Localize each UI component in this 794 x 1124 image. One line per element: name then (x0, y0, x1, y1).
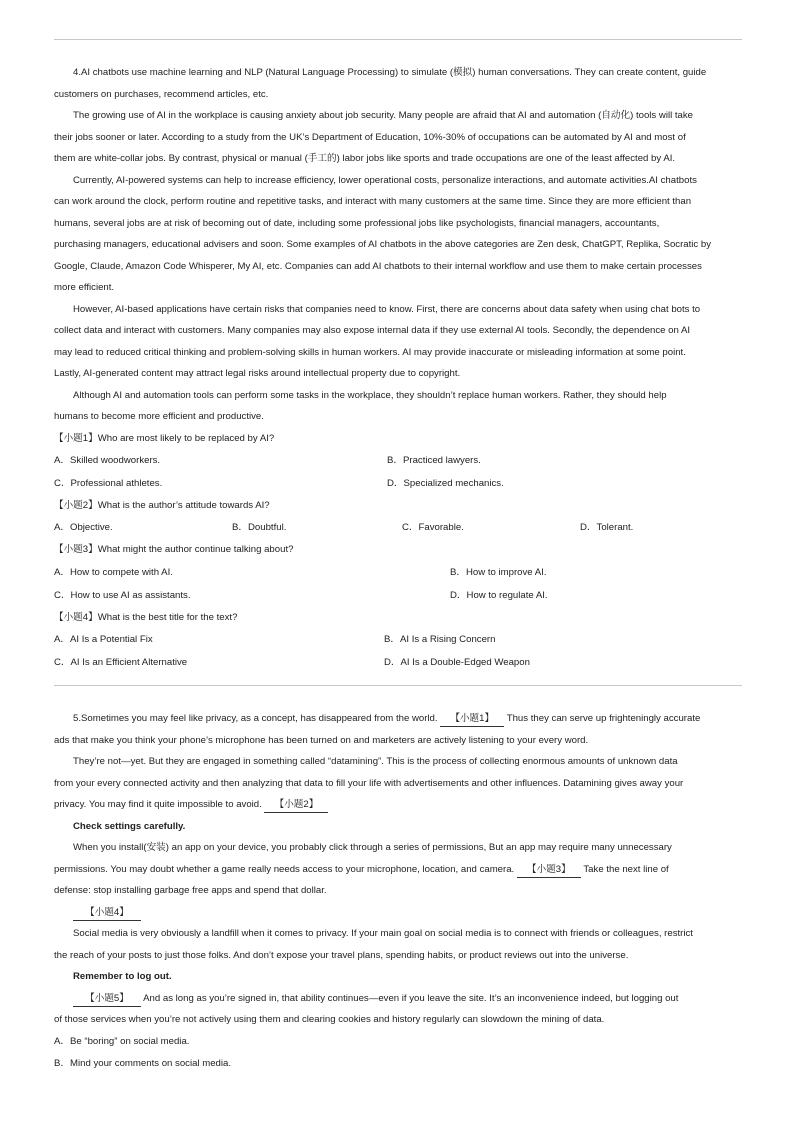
blank-5[interactable]: 【小题5】 (73, 992, 141, 1007)
blank-4[interactable]: 【小题4】 (73, 906, 141, 921)
s4-line-14: may lead to reduced critical thinking and problem-solving skills in human workers. AI may provide inaccurate or misleading information at some point. (54, 347, 686, 358)
s5-line-11 (73, 992, 763, 1007)
blank-2[interactable]: 【小题2】 (264, 798, 328, 813)
s5-line-9: Social media is very obviously a landfill when it comes to privacy. If your main goal on social media is to connect with friends or colleagues, restrict (73, 928, 693, 939)
s5-line-2: ads that make you think your phone’s microphone has been turned on and marketers are actively listening to your every word. (54, 735, 589, 746)
s5-line-4: from your every connected activity and then analyzing that data to fill your life with advertisements and other influences. Datamining gives away your (54, 778, 684, 789)
s4-line-6: Currently, AI-powered systems can help to increase efficiency, lower operational costs, personalize interactions, and automate activities.AI chatbots (73, 175, 697, 186)
q3-stem: 【小题3】What might the author continue talking about? (54, 544, 294, 555)
q4-stem: 【小题4】What is the best title for the text? (54, 612, 238, 623)
s4-line-15: Lastly, AI-generated content may attract legal risks around intellectual property due to copyright. (54, 368, 461, 379)
q4-option-d[interactable]: D．AI Is a Double-Edged Weapon (384, 657, 530, 668)
s5-line-8: defense: stop installing garbage free apps and spend that dollar. (54, 885, 327, 896)
blank-1[interactable]: 【小题1】 (440, 712, 504, 727)
s5-line-12: of those services when you’re not actively using them and clearing cookies and history regularly can slowdown the mining of data. (54, 1014, 605, 1025)
s5-line-1-text-a: 5.Sometimes you may feel like privacy, as a concept, has disappeared from the world. (73, 713, 438, 724)
q1-option-a[interactable]: A．Skilled woodworkers. (54, 455, 161, 466)
top-divider (54, 39, 742, 40)
s4-line-11: more efficient. (54, 282, 115, 293)
q3-option-b[interactable]: B．How to improve AI. (450, 567, 547, 578)
heading-check-settings: Check settings carefully. (73, 821, 186, 832)
q3-option-d[interactable]: D．How to regulate AI. (450, 590, 548, 601)
s4-line-10: Google, Claude, Amazon Code Whisperer, My AI, etc. Companies can add AI chatbots to their internal workflow and use them to make certain processes (54, 261, 702, 272)
s5-line-7 (54, 863, 744, 878)
q2-option-d[interactable]: D．Tolerant. (580, 522, 634, 533)
s4-line-8: humans, several jobs are at risk of becoming out of date, including some professional jobs like psychologists, financial managers, accountants, (54, 218, 660, 229)
s5-blank-4-line (73, 906, 763, 921)
q4-option-c[interactable]: C．AI Is an Efficient Alternative (54, 657, 188, 668)
s5-option-a[interactable]: A．Be “boring” on social media. (54, 1036, 190, 1047)
q2-option-b[interactable]: B．Doubtful. (232, 522, 287, 533)
s5-line-7-text-a: permissions. You may doubt whether a game really needs access to your microphone, location, and camera. (54, 864, 515, 875)
q1-option-d[interactable]: D．Specialized mechanics. (387, 478, 504, 489)
s4-line-13: collect data and interact with customers. Many companies may also expose internal data if they use external AI tools. Secondly, the dependence on AI (54, 325, 691, 336)
s5-option-b[interactable]: B．Mind your comments on social media. (54, 1058, 232, 1069)
q2-option-a[interactable]: A．Objective. (54, 522, 113, 533)
s4-line-9: purchasing managers, educational advisers and soon. Some examples of AI chatbots in the above categories are Zen desk, ChatGPT, Replika, Socratic by (54, 239, 712, 250)
s4-line-12: However, AI-based applications have certain risks that companies need to know. First, there are concerns about data safety when using chat bots to (73, 304, 701, 315)
s5-line-11-text: And as long as you’re signed in, that ability continues—even if you leave the site. It’s an inconvenience indeed, but logging out (143, 993, 679, 1004)
q1-option-b[interactable]: B．Practiced lawyers. (387, 455, 481, 466)
q4-option-a[interactable]: A．AI Is a Potential Fix (54, 634, 153, 645)
q3-option-c[interactable]: C．How to use AI as assistants. (54, 590, 191, 601)
q1-option-c[interactable]: C．Professional athletes. (54, 478, 163, 489)
s4-line-17: humans to become more efficient and productive. (54, 411, 264, 422)
heading-log-out: Remember to log out. (73, 971, 172, 982)
s5-line-6: When you install(安装) an app on your device, you probably click through a series of permissions, But an app may require many unnecessary (73, 842, 672, 853)
s4-line-3: The growing use of AI in the workplace is causing anxiety about job security. Many people are afraid that AI and automation (自动化) tools will take (73, 110, 694, 121)
s5-line-5-text: privacy. You may find it quite impossible to avoid. (54, 799, 262, 810)
s4-line-16: Although AI and automation tools can perform some tasks in the workplace, they shouldn’t replace human workers. Rather, they should help (73, 390, 667, 401)
q1-stem: 【小题1】Who are most likely to be replaced by AI? (54, 433, 275, 444)
s4-line-1: 4.AI chatbots use machine learning and NLP (Natural Language Processing) to simulate (模拟) human conversations. They can create content, guide (73, 67, 707, 78)
s5-line-10: the reach of your posts to just those folks. And don’t expose your travel plans, spending habits, or product reviews out into the universe. (54, 950, 629, 961)
q2-option-c[interactable]: C．Favorable. (402, 522, 464, 533)
blank-3[interactable]: 【小题3】 (517, 863, 581, 878)
q3-option-a[interactable]: A．How to compete with AI. (54, 567, 173, 578)
s4-line-4: their jobs sooner or later. According to a study from the UK’s Department of Education, 10%-30% of occupations can be automated by AI and most of (54, 132, 686, 143)
s5-line-1-text-b: Thus they can serve up frighteningly accurate (506, 713, 701, 724)
s5-line-5 (54, 798, 744, 813)
s5-line-7-text-b: Take the next line of (583, 864, 669, 875)
s5-line-1 (73, 712, 763, 727)
s5-line-3: They’re not—yet. But they are engaged in something called “datamining”. This is the process of collecting enormous amounts of unknown data (73, 756, 678, 767)
s4-line-7: can work around the clock, perform routine and repetitive tasks, and interact with many customers at the same time. Since they are more efficient than (54, 196, 692, 207)
q2-stem: 【小题2】What is the author’s attitude towards AI? (54, 500, 270, 511)
section-divider (54, 685, 742, 686)
q4-option-b[interactable]: B．AI Is a Rising Concern (384, 634, 496, 645)
s4-line-5: them are white-collar jobs. By contrast, physical or manual (手工的) labor jobs like sports and trade occupations are one of the least affected by AI. (54, 153, 676, 164)
s4-line-2: customers on purchases, recommend articles, etc. (54, 89, 269, 100)
